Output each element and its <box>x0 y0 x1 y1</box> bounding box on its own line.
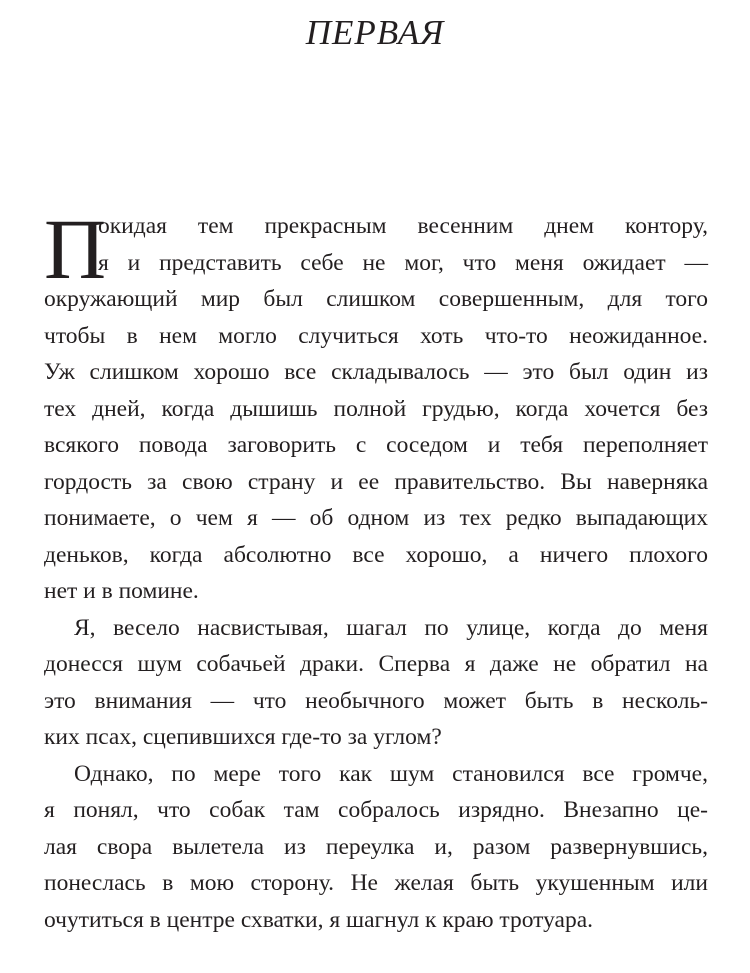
text-line: донесся шум собачьей драки. Сперва я даже не обратил на <box>44 651 708 677</box>
text-line: Я, весело насвистывая, шагал по улице, когда до меня <box>74 614 708 641</box>
chapter-title: ПЕРВАЯ <box>305 13 445 52</box>
text-line: очутиться в центре схватки, я шагнул к краю тротуара. <box>44 906 594 933</box>
text-line: гордость за свою страну и ее правительство. Вы наверняка <box>44 468 708 495</box>
text-line: лая свора вылетела из переулка и, разом развернувшись, <box>44 833 708 860</box>
text-line: это внимания — что необычного может быть в несколь- <box>44 687 708 714</box>
text-line: понимаете, о чем я — об одном из тех редко выпадающих <box>44 505 708 531</box>
paragraph-2 <box>44 610 708 756</box>
text-line: чтобы в нем могло случиться хоть что-то неожиданное. <box>44 322 708 349</box>
text-line: деньков, когда абсолютно все хорошо, а ничего плохого <box>44 541 708 568</box>
text-line: тех дней, когда дышишь полной грудью, когда хочется без <box>44 395 708 422</box>
text-line: ких псах, сцепившихся где-то за углом? <box>44 724 442 750</box>
text-line: Уж слишком хорошо все складывалось — это был один из <box>44 359 708 385</box>
paragraph-1 <box>44 201 708 610</box>
body-text <box>44 201 708 938</box>
text-line: нет и в помине. <box>44 578 199 604</box>
text-line: окидая тем прекрасным весенним днем контору, <box>98 213 708 239</box>
text-line: окружающий мир был слишком совершенным, для того <box>44 286 708 312</box>
text-line: я понял, что собак там собралось изрядно. Внезапно це- <box>44 797 708 823</box>
text-line: я и представить себе не мог, что меня ожидает — <box>98 249 708 276</box>
paragraph-3 <box>44 756 708 939</box>
text-line: всякого повода заговорить с соседом и тебя переполняет <box>44 432 708 458</box>
drop-cap: П <box>44 201 107 297</box>
text-line: Однако, по мере того как шум становился все громче, <box>74 760 708 787</box>
text-line: понеслась в мою сторону. Не желая быть укушенным или <box>44 870 708 896</box>
